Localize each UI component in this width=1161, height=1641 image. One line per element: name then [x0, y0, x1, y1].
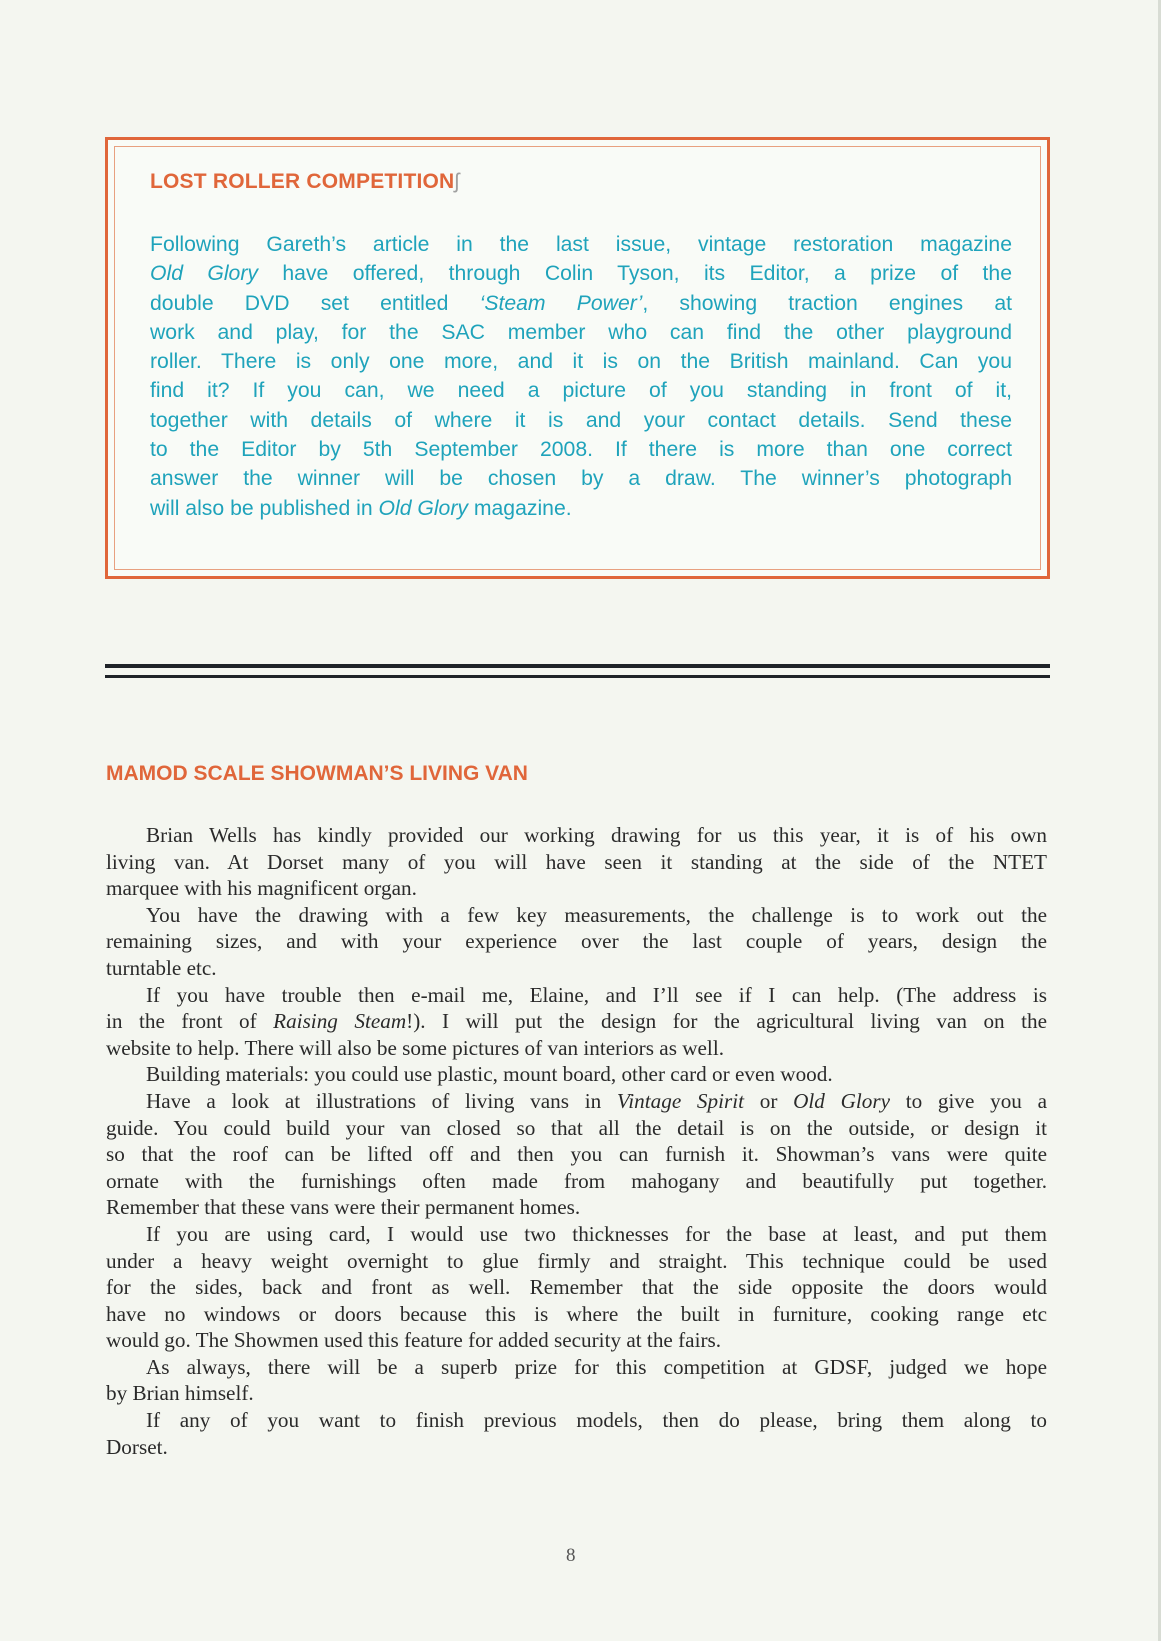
article-body-text: for the sides, back and front as well. Remember that the side opposite the doors would [106, 1275, 1047, 1300]
article-body-text: remaining sizes, and with your experience over the last couple of years, design the [106, 929, 1047, 954]
article-body-line [106, 1088, 1047, 1115]
page-number: 8 [566, 1545, 576, 1566]
article-body-text: or [744, 1088, 794, 1113]
article-body-text: in the front of [106, 1009, 274, 1034]
article-body-line [106, 1008, 1047, 1035]
competition-body-text: , showing traction engines at [642, 291, 1012, 315]
competition-body-text: roller. There is only one more, and it is on the British mainland. Can you [150, 350, 1012, 374]
section-divider-thin [105, 675, 1050, 678]
article-body-line [106, 1194, 1047, 1221]
article-body-line [106, 1061, 1047, 1088]
article-body-text: to give you a [890, 1088, 1048, 1113]
article-body-italic-text: Vintage Spirit [616, 1088, 745, 1113]
article-body-text: As always, there will be a superb prize for this competition at GDSF, judged we hope [146, 1354, 1047, 1379]
article-body-text: Brian Wells has kindly provided our working drawing for us this year, it is of his own [146, 823, 1047, 847]
competition-body-text: will also be published in [150, 496, 379, 520]
article-body-line [106, 1141, 1047, 1168]
article-body-line [106, 1035, 1047, 1062]
article-body-line [106, 1221, 1047, 1248]
article-body-text: Dorset. [106, 1434, 168, 1459]
article-body-text: !). I will put the design for the agricultural living van on the [406, 1009, 1048, 1034]
competition-body-line [150, 318, 1012, 347]
competition-body-line [150, 406, 1012, 435]
competition-body-italic-text: ‘Steam Power’ [479, 291, 643, 315]
competition-body-line [150, 376, 1012, 405]
competition-body [150, 230, 1012, 523]
competition-body-italic-text: Old Glory [150, 262, 258, 286]
article-body-line [106, 1301, 1047, 1328]
competition-body-text: magazine. [467, 496, 572, 520]
article-body-line [106, 849, 1047, 876]
article-body-line [106, 1327, 1047, 1354]
article-body-line [106, 1407, 1047, 1434]
article-body-text: living van. At Dorset many of you will have seen it standing at the side of the NTET [106, 849, 1047, 874]
article-body-text: If you are using card, I would use two thicknesses for the base at least, and put them [146, 1221, 1047, 1246]
competition-body-line [150, 494, 1012, 523]
competition-body-italic-text: Old Glory [378, 496, 468, 520]
article-body-text: website to help. There will also be some pictures of van interiors as well. [106, 1035, 725, 1060]
competition-body-line [150, 435, 1012, 464]
article-body-text: guide. You could build your van closed so that all the detail is on the outside, or design it [106, 1115, 1047, 1140]
competition-title [150, 170, 459, 194]
competition-body-line [150, 347, 1012, 376]
article-body-text: marquee with his magnificent organ. [106, 876, 417, 901]
article-body-line [106, 1168, 1047, 1195]
pen-mark-icon: ʃ [454, 170, 460, 193]
article-body-text: Remember that these vans were their permanent homes. [106, 1195, 581, 1220]
competition-body-text: together with details of where it is and your contact details. Send these [150, 408, 1012, 432]
competition-body-line [150, 259, 1012, 288]
article-body-line [106, 902, 1047, 929]
article-body-line [106, 822, 1047, 849]
article-body-italic-text: Old Glory [793, 1088, 891, 1113]
article-body-line [106, 1434, 1047, 1461]
competition-body-text: have offered, through Colin Tyson, its Editor, a prize of the [258, 262, 1013, 286]
competition-body-text: Following Gareth’s article in the last issue, vintage restoration magazine [150, 233, 1012, 256]
article-body-text: under a heavy weight overnight to glue firmly and straight. This technique could be used [106, 1248, 1047, 1273]
article-body-text: have no windows or doors because this is where the built in furniture, cooking range etc [106, 1301, 1047, 1326]
article-body-line [106, 1115, 1047, 1142]
competition-body-line [150, 230, 1012, 259]
article-body-italic-text: Raising Steam [273, 1009, 407, 1034]
article-body-line [106, 1380, 1047, 1407]
competition-body-line [150, 464, 1012, 493]
article-body-line [106, 875, 1047, 902]
article-body-text: turntable etc. [106, 955, 217, 980]
competition-body-text: find it? If you can, we need a picture of you standing in front of it, [150, 379, 1012, 403]
article-body-text: If you have trouble then e-mail me, Elaine, and I’ll see if I can help. (The address is [146, 982, 1047, 1007]
competition-body-text: double DVD set entitled [150, 291, 480, 315]
article-body-text: so that the roof can be lifted off and then you can furnish it. Showman’s vans were quite [106, 1142, 1047, 1167]
article-body-text: You have the drawing with a few key measurements, the challenge is to work out the [146, 902, 1047, 927]
article-body-line [106, 1274, 1047, 1301]
competition-body-text: to the Editor by 5th September 2008. If there is more than one correct [150, 438, 1012, 462]
article-body-text: by Brian himself. [106, 1381, 254, 1406]
competition-title-text: LOST ROLLER COMPETITION [150, 170, 455, 193]
competition-body-text: work and play, for the SAC member who can find the other playground [150, 320, 1012, 344]
article-body-line [106, 1354, 1047, 1381]
article-body-line [106, 982, 1047, 1009]
article-body-line [106, 955, 1047, 982]
competition-body-line [150, 289, 1012, 318]
competition-body-text: answer the winner will be chosen by a draw. The winner’s photograph [150, 467, 1012, 491]
section-divider-thick [105, 664, 1050, 668]
article-body-text: Building materials: you could use plastic, mount board, other card or even wood. [146, 1062, 833, 1087]
competition-box [105, 137, 1050, 579]
article-body-line [106, 1248, 1047, 1275]
article-body-text: If any of you want to finish previous models, then do please, bring them along to [146, 1408, 1047, 1433]
article-body [106, 822, 1047, 1460]
article-body-text: ornate with the furnishings often made from mahogany and beautifully put together. [106, 1168, 1047, 1193]
article-body-text: would go. The Showmen used this feature for added security at the fairs. [106, 1328, 722, 1353]
article-body-text: Have a look at illustrations of living vans in [146, 1088, 617, 1113]
article-body-line [106, 928, 1047, 955]
article-title: MAMOD SCALE SHOWMAN’S LIVING VAN [106, 762, 528, 785]
